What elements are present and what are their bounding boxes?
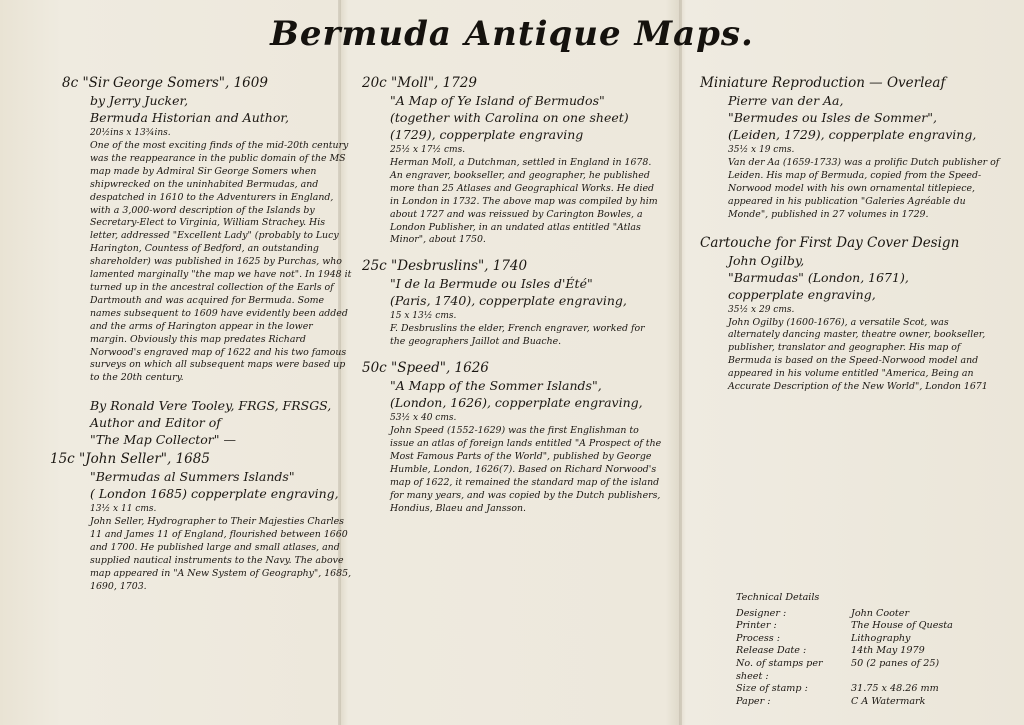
entry-somers [62,74,352,385]
entry-dimensions: 53½ x 40 cms. [390,413,457,424]
tech-label: Designer : [736,607,787,619]
entry-author: Pierre van der Aa, [728,93,844,108]
entry-author-role: Bermuda Historian and Author, [90,110,289,125]
entry-publication: (London, 1626), copperplate engraving, [390,395,643,411]
entry-publication: ( London 1685) copperplate engraving, [90,486,339,502]
entry-author: by Jerry Jucker, [90,93,189,108]
tech-row [736,683,1016,696]
entry-seller [50,450,352,593]
tech-value: C A Watermark [851,695,926,707]
entry-publication: (1729), copperplate engraving [390,127,584,142]
entry-description: Van der Aa (1659-1733) was a prolific Dutch publisher of Leiden. His map of Bermuda, copied from the Speed-Norwood model with his own ornamental titlepiece, appeared in his publication "Galeries Agréable du Monde", published in 27 volumes in 1729. [728,157,1000,220]
entry-heading: 20c "Moll", 1729 [362,75,477,91]
entry-heading: 8c "Sir George Somers", 1609 [62,75,268,91]
tech-value: 14th May 1979 [851,645,925,657]
entry-publication: (Leiden, 1729), copperplate engraving, [728,127,977,142]
entry-heading: Cartouche for First Day Cover Design [700,234,960,251]
fold-line-right [679,0,682,725]
entry-heading: Miniature Reproduction — Overleaf [700,75,946,91]
byline-line-3: "The Map Collector" — [90,432,236,448]
entry-desbruslins [362,257,662,349]
entry-dimensions: 20½ins x 13¾ins. [90,128,171,138]
tech-value: The House of Questa [851,620,953,632]
entry-description: John Ogilby (1600-1676), a versatile Scot, was alternately dancing master, theatre owner, bookseller, publisher, translator and geographer. His map of Bermuda is based on the Speed-Norwood model and appeared in his volume entitled "America, Being an Accurate Description of the New World", London 1671 [728,316,988,393]
tech-value: Lithography [851,632,911,644]
column-left [50,74,352,594]
tech-row [736,645,1016,658]
tech-value: 50 (2 panes of 25) [851,657,940,669]
byline-line-1: By Ronald Vere Tooley, FRGS, FRSGS, [90,398,332,414]
entry-ogilby [700,234,1000,394]
tech-row [736,658,1016,683]
tech-value: 31.75 x 48.26 mm [851,683,939,695]
entry-map-title: "A Map of Ye Island of Bermudos" [390,93,605,108]
entry-map-title: "Barmudas" (London, 1671), [728,269,909,285]
entry-dimensions: 25½ x 17½ cms. [390,145,466,155]
column-right [700,74,1000,394]
entry-heading: 50c "Speed", 1626 [362,360,489,377]
tech-label: Printer : [736,620,777,632]
entry-description: One of the most exciting finds of the mid-20th century was the reappearance in the public domain of the MS map made by Admiral Sir George Somers when shipwrecked on the uninhabited Bermudas, and despatched in 1610 to the Adventurers in England, with a 3,000-word description of the Islands by Secretary-Elect to Virginia, William Strachey. His letter, addressed "Excellent Lady" (probably to Lucy Harington, Countess of Bedford, an outstanding shareholder) was published in 1625 by Purchas, who lamented marginally "the map we have not". In 1948 it turned up in the ancestral collection of the Earls of Dartmouth and was acquired for Bermuda. Some names subsequent to 1609 have evidently been added and the arms of Harington appear in the lower margin. Obviously this map predates Richard Norwood's engraved map of 1622 and his two famous surveys on which all subsequent maps were based up to the 20th century. [90,140,352,384]
tech-label: No. of stamps per sheet : [736,657,823,682]
technical-details-title: Technical Details [736,592,820,603]
entry-publication: copperplate engraving, [728,286,876,302]
entry-description: John Seller, Hydrographer to Their Majesties Charles 11 and James 11 of England, flourished between 1660 and 1700. He published large and small atlases, and supplied nautical instruments to the Navy. The above map appeared in "A New System of Geography", 1685, 1690, 1703. [90,516,352,592]
tech-label: Process : [736,632,780,644]
entry-publication: (Paris, 1740), copperplate engraving, [390,293,627,309]
tech-label: Size of stamp : [736,683,808,695]
entry-map-title: "Bermudas al Summers Islands" [90,469,295,485]
byline-line-2: Author and Editor of [90,415,221,431]
entry-moll [362,74,662,247]
entry-description: Herman Moll, a Dutchman, settled in England in 1678. An engraver, bookseller, and geographer, he published more than 25 Atlases and Geographical Works. He died in London in 1732. The above map was compiled by him about 1727 and was reissued by Carington Bowles, a London Publisher, in an undated atlas entitled "Atlas Minor", about 1750. [390,157,658,246]
entry-map-title: "Bermudes ou Isles de Sommer", [728,110,937,125]
byline-tooley [62,397,352,448]
tech-row [736,620,1016,633]
entry-description: John Speed (1552-1629) was the first Englishman to issue an atlas of foreign lands entitled "A Prospect of the Most Famous Parts of the World", published by George Humble, London, 1626(7). Based on Richard Norwood's map of 1622, it remained the standard map of the island for many years, and was copied by the Dutch publishers, Hondius, Blaeu and Jansson. [390,425,662,514]
technical-details [736,592,1016,708]
entry-map-title: "I de la Bermude ou Isles d'Été" [390,276,593,292]
tech-row [736,608,1016,621]
tech-row [736,696,1016,709]
entry-dimensions: 15 x 13½ cms. [390,311,457,322]
entry-description: F. Desbruslins the elder, French engraver, worked for the geographers Jaillot and Buache. [390,323,645,348]
tech-value: John Cooter [851,607,910,619]
tech-label: Paper : [736,695,771,707]
entry-van-der-aa [700,74,1000,222]
entry-author: John Ogilby, [728,252,805,268]
entry-speed [362,359,662,515]
entry-map-title-note: (together with Carolina on one sheet) [390,110,629,125]
page-title: Bermuda Antique Maps. [270,14,754,54]
entry-heading: 25c "Desbruslins", 1740 [362,258,528,275]
entry-dimensions: 13½ x 11 cms. [90,504,157,515]
entry-map-title: "A Mapp of the Sommer Islands", [390,378,602,394]
entry-dimensions: 35½ x 29 cms. [728,304,795,315]
tech-row [736,633,1016,646]
entry-heading: 15c "John Seller", 1685 [50,451,210,468]
column-middle [362,74,662,516]
tech-label: Release Date : [736,645,807,657]
entry-dimensions: 35½ x 19 cms. [728,145,795,155]
